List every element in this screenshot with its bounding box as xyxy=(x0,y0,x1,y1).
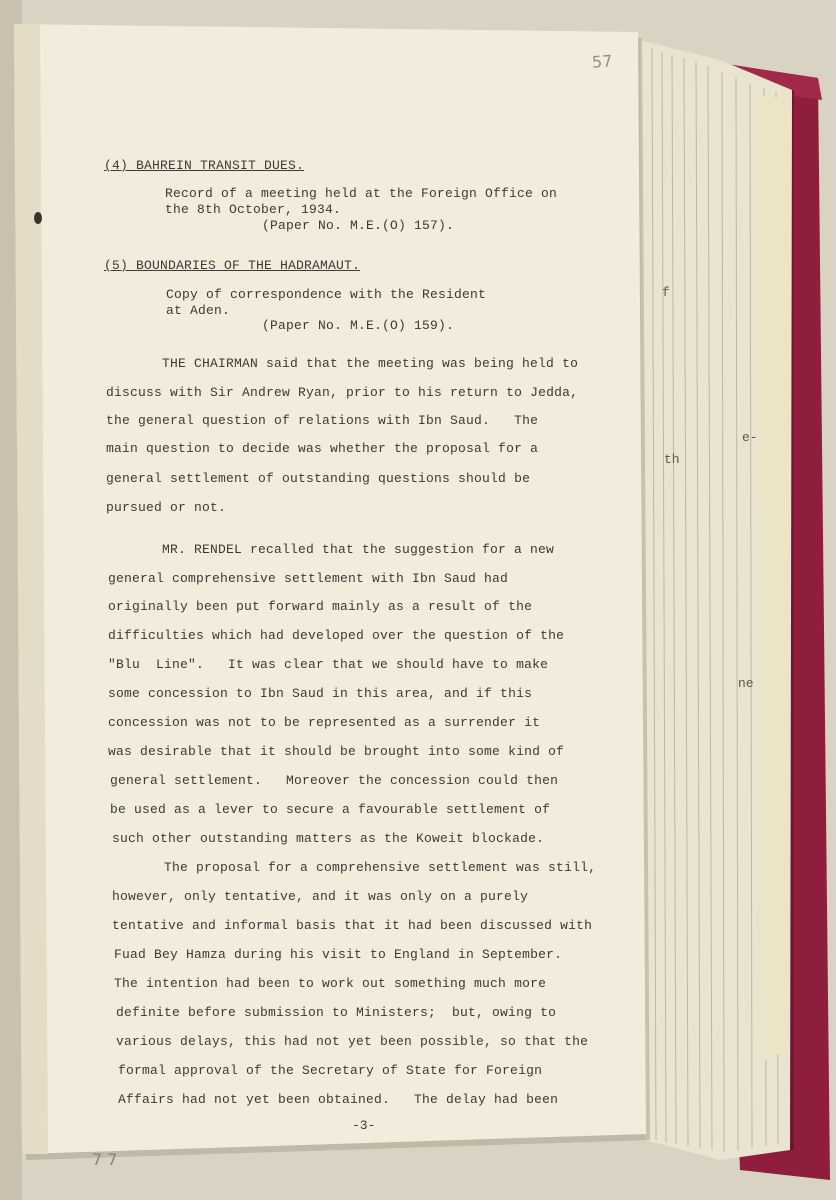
paragraph-line: concession was not to be represented as a surrender it xyxy=(108,715,541,730)
paragraph-line: The proposal for a comprehensive settlement was still, xyxy=(164,860,597,875)
item-4-line: Record of a meeting held at the Foreign Office on xyxy=(165,186,558,201)
paragraph-line: be used as a lever to secure a favourable settlement of xyxy=(110,802,551,817)
paragraph-line: definite before submission to Ministers; but, owing to xyxy=(116,1005,557,1020)
paragraph-line: THE CHAIRMAN said that the meeting was being held to xyxy=(162,356,579,371)
bleed-through-text: e- xyxy=(742,430,758,445)
paragraph-line: discuss with Sir Andrew Ryan, prior to his return to Jedda, xyxy=(106,385,579,400)
paragraph-line: Affairs had not yet been obtained. The delay had been xyxy=(118,1092,559,1107)
paragraph-line: tentative and informal basis that it had been discussed with xyxy=(112,918,593,933)
item-5-line: at Aden. xyxy=(166,303,231,318)
paragraph-line: originally been put forward mainly as a result of the xyxy=(108,599,533,614)
paragraph-line: such other outstanding matters as the Koweit blockade. xyxy=(112,831,545,846)
bleed-through-text: th xyxy=(664,452,680,467)
paragraph-line: was desirable that it should be brought into some kind of xyxy=(108,744,565,759)
paragraph-line: "Blu Line". It was clear that we should have to make xyxy=(108,657,549,672)
paragraph-line: various delays, this had not yet been possible, so that the xyxy=(116,1034,589,1049)
paragraph-line: difficulties which had developed over the question of the xyxy=(108,628,565,643)
paragraph-line: The intention had been to work out something much more xyxy=(114,976,547,991)
paragraph-line: the general question of relations with Ibn Saud. The xyxy=(106,413,539,428)
paragraph-line: some concession to Ibn Saud in this area, and if this xyxy=(108,686,533,701)
bleed-through-text: ne xyxy=(738,676,754,691)
item-5-line: Copy of correspondence with the Resident xyxy=(166,287,487,302)
paragraph-line: Fuad Bey Hamza during his visit to England in September. xyxy=(114,947,563,962)
paragraph-line: formal approval of the Secretary of State for Foreign xyxy=(118,1063,543,1078)
item-4-heading: (4) BAHREIN TRANSIT DUES. xyxy=(104,158,305,173)
paragraph-line: however, only tentative, and it was only on a purely xyxy=(112,889,529,904)
paragraph-line: MR. RENDEL recalled that the suggestion for a new xyxy=(162,542,555,557)
pencil-note: 7 7 xyxy=(92,1150,118,1169)
paragraph-line: general comprehensive settlement with Ibn Saud had xyxy=(108,571,509,586)
page-number: -3- xyxy=(352,1118,376,1133)
item-4-paper-ref: (Paper No. M.E.(O) 157). xyxy=(262,218,455,233)
folio-number: 57 xyxy=(591,51,613,72)
item-4-line: the 8th October, 1934. xyxy=(165,202,342,217)
paragraph-line: general settlement. Moreover the concession could then xyxy=(110,773,559,788)
item-5-paper-ref: (Paper No. M.E.(O) 159). xyxy=(262,318,455,333)
item-5-heading: (5) BOUNDARIES OF THE HADRAMAUT. xyxy=(104,258,361,273)
bleed-through-text: f xyxy=(662,285,670,300)
paragraph-line: main question to decide was whether the proposal for a xyxy=(106,441,539,456)
paragraph-line: general settlement of outstanding questions should be xyxy=(106,471,531,486)
paragraph-line: pursued or not. xyxy=(106,500,227,515)
